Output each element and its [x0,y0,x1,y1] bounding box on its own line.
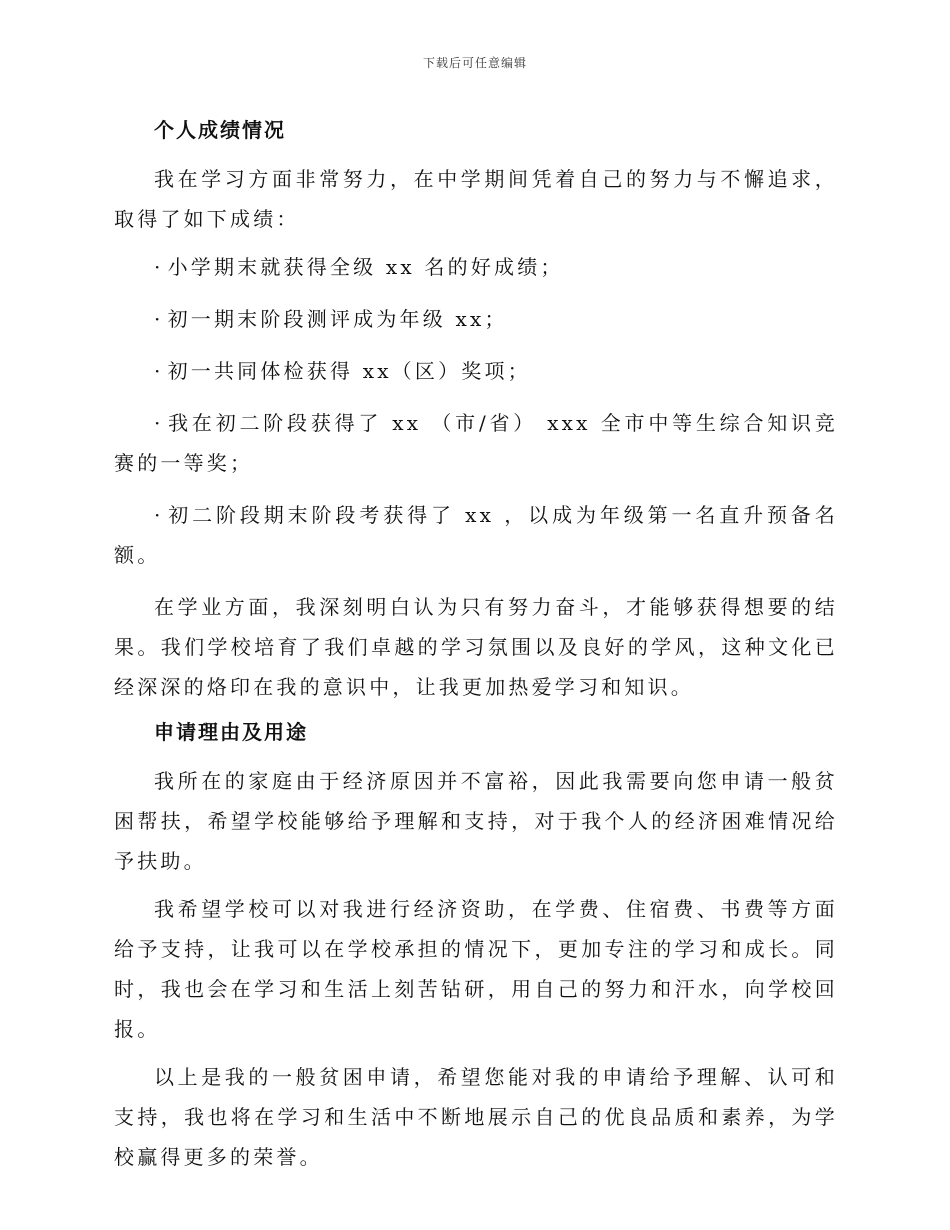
section-heading-reasons: 申请理由及用途 [154,720,308,744]
achievement-list-item [114,299,838,339]
achievement-list-item [114,403,838,483]
bullet-dot-icon: · [154,359,164,383]
achievement-item-text: 我在初二阶段获得了 xx （市/省） xxx 全市中等生综合知识竞赛的一等奖； [114,411,838,475]
achievement-item-text: 初二阶段期末阶段考获得了 xx ，以成为年级第一名直升预备名额。 [114,503,838,567]
achievement-list-item [114,247,838,287]
achievement-item-text: 初一共同体检获得 xx（区）奖项； [167,359,531,383]
closing-paragraph: 以上是我的一般贫困申请，希望您能对我的申请给予理解、认可和支持，我也将在学习和生活中不断地展示自己的优良品质和素养，为学校赢得更多的荣誉。 [114,1065,838,1169]
reasons-paragraph: 我所在的家庭由于经济原因并不富裕，因此我需要向您申请一般贫困帮扶，希望学校能够给予理解和支持，对于我个人的经济困难情况给予扶助。 [114,769,838,873]
bullet-dot-icon: · [154,411,164,435]
reasons-paragraph: 我希望学校可以对我进行经济资助，在学费、住宿费、书费等方面给予支持，让我可以在学校承担的情况下，更加专注的学习和成长。同时，我也会在学习和生活上刻苦钻研，用自己的努力和汗水，向学校回报。 [114,897,838,1041]
bullet-dot-icon: · [154,255,164,279]
achievements-intro-paragraph: 我在学习方面非常努力，在中学期间凭着自己的努力与不懈追求，取得了如下成绩： [114,167,838,231]
achievement-item-text: 小学期末就获得全级 xx 名的好成绩； [167,255,564,279]
achievements-summary-paragraph: 在学业方面，我深刻明白认为只有努力奋斗，才能够获得想要的结果。我们学校培育了我们卓越的学习氛围以及良好的学风，这种文化已经深深的烙印在我的意识中，让我更加热爱学习和知识。 [114,595,838,699]
achievement-item-text: 初一期末阶段测评成为年级 xx； [167,307,508,331]
bullet-dot-icon: · [154,307,164,331]
section-heading-achievements: 个人成绩情况 [154,118,286,142]
achievement-list-item [114,351,838,391]
page-header-note: 下载后可任意编辑 [422,56,527,70]
achievement-list-item [114,495,838,575]
document-body [114,105,838,1185]
bullet-dot-icon: · [154,503,164,527]
